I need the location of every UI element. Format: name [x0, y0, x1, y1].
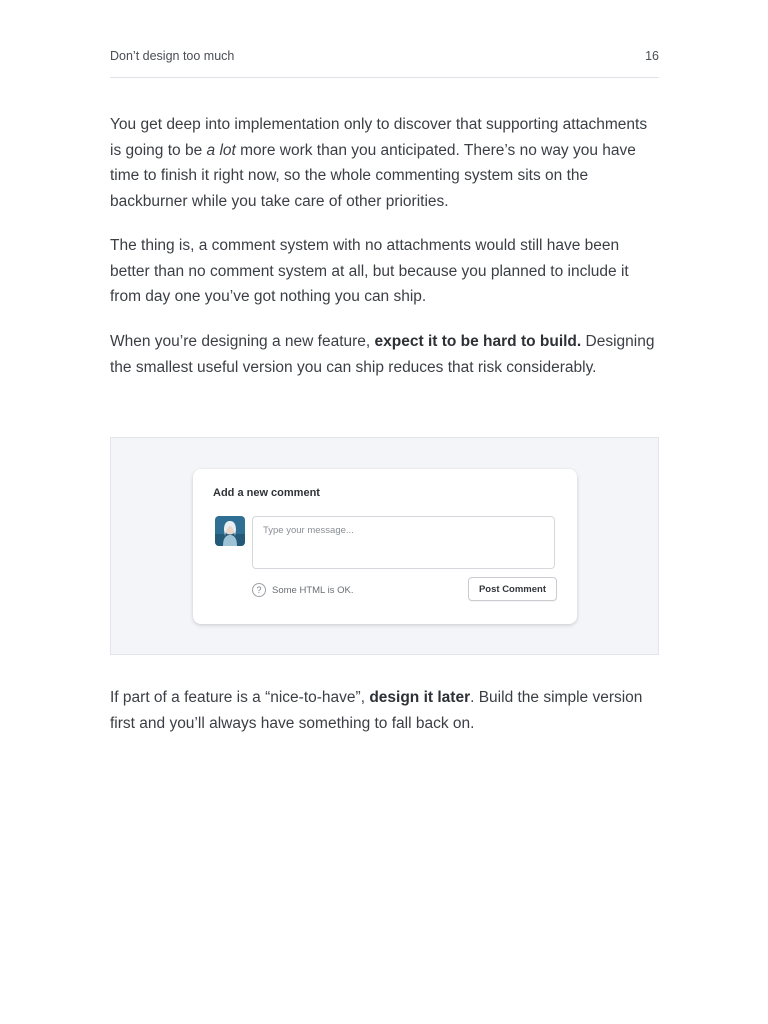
- avatar-illustration: [215, 516, 245, 546]
- user-avatar-icon: [215, 516, 245, 546]
- question-circle-icon[interactable]: ?: [252, 583, 266, 597]
- paragraph-1-text-end: more work than you anticipated. There’s no way you have time to finish it right now, so the whole commenting system sits on the backburner while you take care of other priorities.: [110, 141, 636, 210]
- chapter-title: Don’t design too much: [110, 49, 235, 63]
- header-divider: [110, 77, 659, 78]
- comment-card: [193, 469, 577, 624]
- page-number: 16: [645, 49, 659, 63]
- paragraph-2: The thing is, a comment system with no attachments would still have been better than no comment system at all, but because you planned to include it from day one you’ve got nothing you can ship.: [110, 237, 629, 305]
- paragraph-4-text-end: . Build the simple version first and you’ll always have something to fall back on.: [110, 689, 643, 732]
- paragraph-3: [110, 329, 659, 380]
- paragraph-1: [110, 112, 659, 214]
- running-header: [110, 46, 659, 66]
- help-text: Some HTML is OK.: [272, 584, 354, 596]
- paragraph-3-text-start: When you’re designing a new feature,: [110, 333, 375, 350]
- paragraph-3-text-end: Designing the smallest useful version you can ship reduces that risk considerably.: [110, 333, 655, 376]
- document-page: [110, 0, 659, 1024]
- html-help-note: [252, 582, 353, 598]
- paragraph-4-text-start: If part of a feature is a “nice-to-have”,: [110, 689, 370, 706]
- paragraph-1-text-start: You get deep into implementation only to discover that supporting attachments is going to be: [110, 116, 648, 159]
- comment-form-figure: [110, 437, 659, 655]
- paragraph-1-emphasis: a lot: [206, 141, 236, 159]
- paragraph-3-bold: expect it to be hard to build.: [374, 333, 582, 350]
- message-input[interactable]: Type your message...: [252, 516, 555, 569]
- paragraph-4: [110, 685, 659, 736]
- post-comment-button[interactable]: Post Comment: [468, 577, 557, 601]
- paragraph-4-bold: design it later: [369, 689, 471, 706]
- card-title: Add a new comment: [213, 487, 320, 499]
